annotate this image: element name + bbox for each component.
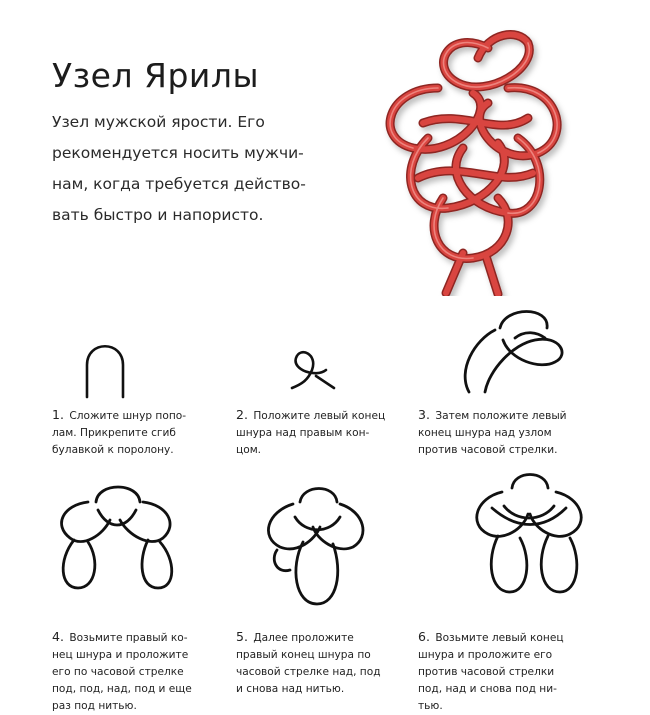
step-line: Возьмите правый ко- [69,632,188,644]
knot-photo [368,28,578,296]
step-line: правый конец шнура по [236,649,371,661]
step-line: под, под, над, под и еще [52,683,192,695]
step-line: раз под нитью. [52,700,137,712]
step-3-text [418,406,608,459]
step-number: 1. [52,407,64,422]
step-line: лам. Прикрепите сгиб [52,427,176,439]
step-2-text [236,406,414,459]
step-line: булавкой к поролону. [52,444,174,456]
intro-text [52,107,362,231]
step-line: тью. [418,700,443,712]
step-line: цом. [236,444,262,456]
cord [390,35,557,294]
intro-line: рекомендуется носить мужчи- [52,144,304,162]
step-line: против часовой стрелки [418,666,555,678]
step-6-diagram [462,468,592,598]
step-line: Положите левый конец [253,410,386,422]
step-number: 6. [418,629,430,644]
step-line: шнура над правым кон- [236,427,370,439]
step-6-text [418,628,608,715]
step-4-text [52,628,222,715]
step-2-diagram [278,340,348,400]
step-line: шнура и проложите его [418,649,553,661]
step-number: 3. [418,407,430,422]
page-title: Узел Ярилы [52,56,260,95]
step-number: 5. [236,629,248,644]
step-5-diagram [255,482,375,612]
step-line: часовой стрелке над, под [236,666,381,678]
step-line: и снова над нитью. [236,683,345,695]
step-line: против часовой стрелки. [418,444,558,456]
step-line: нец шнура и проложите [52,649,189,661]
step-line: под, над и снова под ни- [418,683,557,695]
step-3-diagram [455,300,575,405]
step-5-text [236,628,414,698]
step-4-diagram [48,480,183,595]
step-line: конец шнура над узлом [418,427,552,439]
step-number: 4. [52,629,64,644]
step-1-diagram [70,335,140,405]
step-line: Возьмите левый конец [435,632,564,644]
intro-line: вать быстро и напористо. [52,206,264,224]
step-line: Далее проложите [253,632,354,644]
step-number: 2. [236,407,248,422]
step-line: Сложите шнур попо- [69,410,187,422]
step-1-text [52,406,222,459]
intro-line: нам, когда требуется действо- [52,175,306,193]
step-line: Затем положите левый [435,410,567,422]
intro-line: Узел мужской ярости. Его [52,113,265,131]
step-line: его по часовой стрелке [52,666,184,678]
